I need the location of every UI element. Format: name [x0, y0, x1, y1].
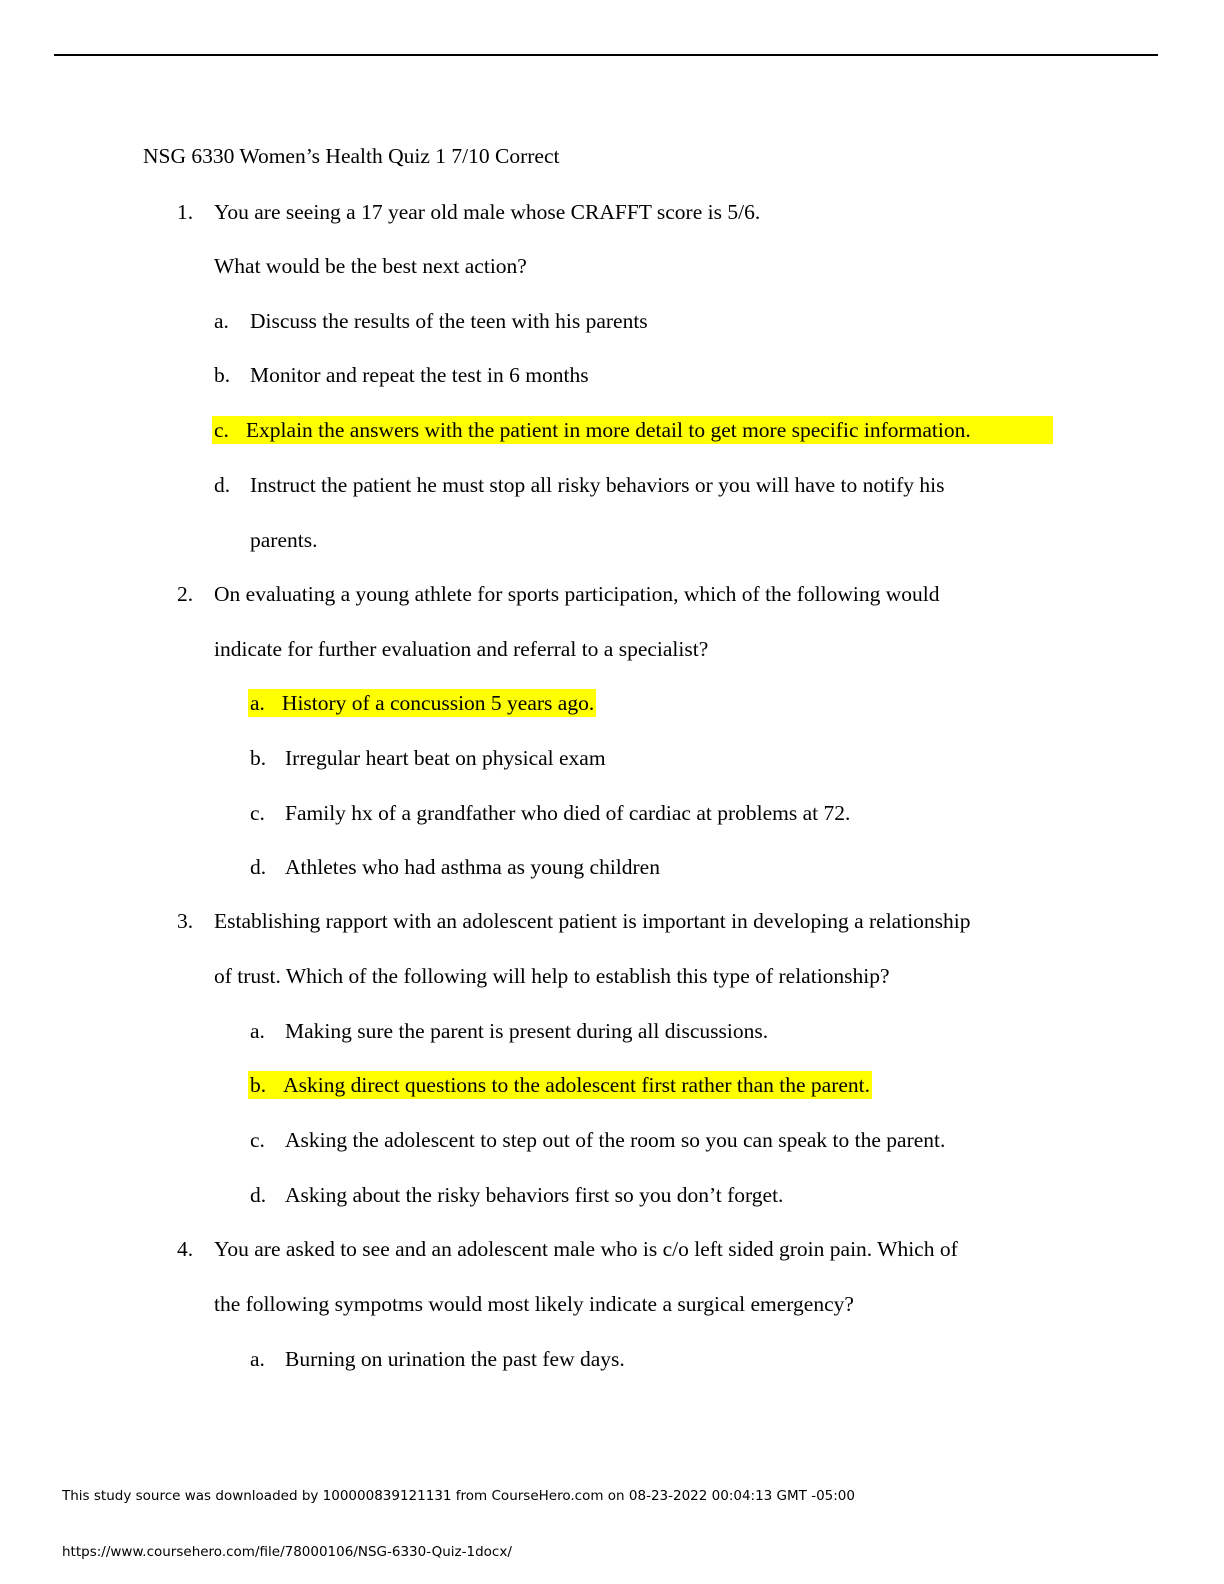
option-letter: c. [214, 418, 229, 442]
question-number: 4. [177, 1237, 194, 1261]
option-letter: a. [250, 1019, 265, 1043]
question-text: indicate for further evaluation and referral to a specialist? [214, 637, 709, 661]
option-text: Explain the answers with the patient in more detail to get more specific information. [245, 418, 971, 442]
page-title: NSG 6330 Women’s Health Quiz 1 7/10 Correct [143, 144, 560, 168]
option-text: Asking the adolescent to step out of the room so you can speak to the parent. [285, 1128, 946, 1152]
option-text: Family hx of a grandfather who died of cardiac at problems at 72. [285, 801, 851, 825]
option-letter: b. [214, 363, 231, 387]
option-text: Asking about the risky behaviors first so you don’t forget. [285, 1183, 784, 1207]
question-text: of trust. Which of the following will help to establish this type of relationship? [214, 964, 890, 988]
question-number: 2. [177, 582, 194, 606]
option-letter: c. [250, 1128, 265, 1152]
top-rule [54, 54, 1158, 56]
source-url-link[interactable]: https://www.coursehero.com/file/78000106/NSG-6330-Quiz-1docx/ [62, 1544, 512, 1560]
option-text: Burning on urination the past few days. [285, 1347, 625, 1371]
option-letter: a. [250, 691, 265, 715]
option-letter: c. [250, 801, 265, 825]
highlighted-answer [248, 1071, 872, 1099]
question-text: You are seeing a 17 year old male whose CRAFFT score is 5/6. [214, 200, 761, 224]
question-text: What would be the best next action? [214, 254, 527, 278]
highlighted-answer [248, 689, 596, 717]
question-text: You are asked to see and an adolescent male who is c/o left sided groin pain. Which of [214, 1237, 958, 1261]
option-letter: d. [250, 855, 267, 879]
question-text: the following sympotms would most likely indicate a surgical emergency? [214, 1292, 854, 1316]
option-text: History of a concussion 5 years ago. [281, 691, 595, 715]
option-text: Asking direct questions to the adolescent first rather than the parent. [283, 1073, 871, 1097]
option-letter: a. [250, 1347, 265, 1371]
highlighted-answer [212, 416, 1053, 444]
question-text: On evaluating a young athlete for sports participation, which of the following would [214, 582, 940, 606]
option-text: Making sure the parent is present during all discussions. [285, 1019, 769, 1043]
option-letter: d. [250, 1183, 267, 1207]
option-text: parents. [250, 528, 318, 552]
question-number: 1. [177, 200, 194, 224]
option-text: Monitor and repeat the test in 6 months [250, 363, 589, 387]
option-text: Athletes who had asthma as young children [285, 855, 660, 879]
option-letter: b. [250, 1073, 267, 1097]
download-note: This study source was downloaded by 100000839121131 from CourseHero.com on 08-23-2022 00:04:13 GMT -05:00 [62, 1488, 855, 1504]
question-text: Establishing rapport with an adolescent patient is important in developing a relationship [214, 909, 971, 933]
option-letter: b. [250, 746, 267, 770]
option-text: Discuss the results of the teen with his parents [250, 309, 648, 333]
option-letter: a. [214, 309, 229, 333]
question-number: 3. [177, 909, 194, 933]
option-letter: d. [214, 473, 231, 497]
option-text: Instruct the patient he must stop all risky behaviors or you will have to notify his [250, 473, 945, 497]
option-text: Irregular heart beat on physical exam [285, 746, 606, 770]
